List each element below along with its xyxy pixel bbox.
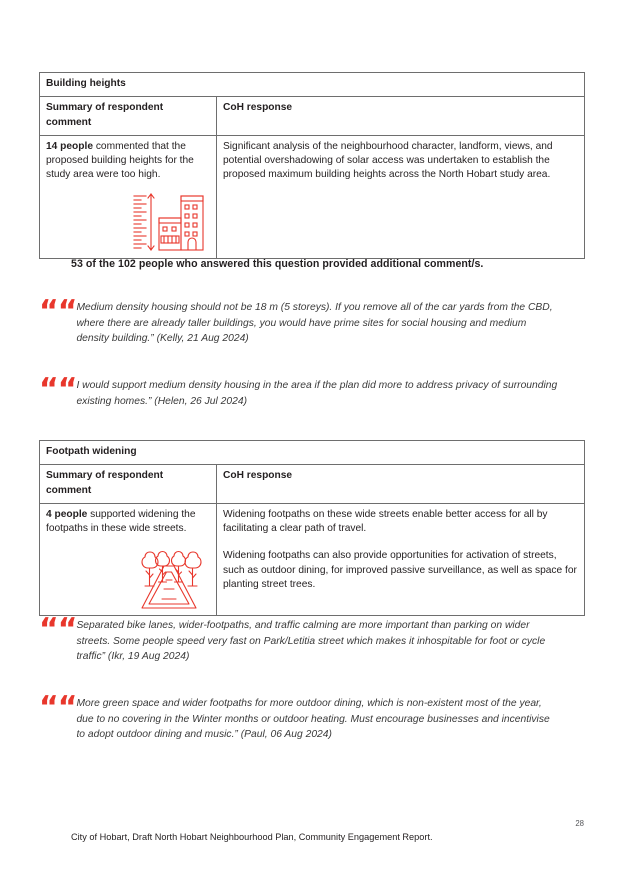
column-header-response: CoH response xyxy=(217,465,585,504)
quote-mark-icon: ““ xyxy=(39,294,77,329)
quote-mark-icon: ““ xyxy=(39,690,77,725)
quote-block xyxy=(39,372,579,409)
quote-block xyxy=(39,612,579,665)
footpath-widening-table xyxy=(39,440,585,616)
quote-block xyxy=(39,294,579,347)
summary-cell-building-heights xyxy=(40,135,217,258)
table-row xyxy=(40,97,585,136)
coh-response-cell-footpath-widening xyxy=(217,503,585,616)
quote-text: Medium density housing should not be 18 m (5 storeys). If you remove all of the car yards from the CBD, where there are already taller buildings, you would have prime sites for social housing and medium density building.” (Kelly, 21 Aug 2024) xyxy=(76,302,553,344)
table-row xyxy=(40,135,585,258)
footer-citation: City of Hobart, Draft North Hobart Neighbourhood Plan, Community Engagement Report. xyxy=(71,832,433,842)
building-heights-icon xyxy=(132,191,204,253)
table-row xyxy=(40,503,585,616)
quote-mark-icon: ““ xyxy=(39,612,77,647)
quote-text: I would support medium density housing in the area if the plan did more to address privacy of surrounding existing homes.” (Helen, 26 Jul 2024) xyxy=(76,380,558,407)
quote-text: More green space and wider footpaths for more outdoor dining, which is non-existent most of the year, due to no covering in the Winter months or outdoor heating. Must encourage businesses and incentivise to adopt outdoor dining and music.” (Paul, 06 Aug 2024) xyxy=(76,698,550,740)
quote-text: Separated bike lanes, wider-footpaths, and traffic calming are more important than parking on wider streets. Some people speed very fast on Park/Letitia street which makes it inhospitable for foot or cycle traffic” (Ikr, 19 Aug 2024) xyxy=(76,620,546,662)
table-row xyxy=(40,465,585,504)
quote-block xyxy=(39,690,579,743)
summary-text: commented that the proposed building heights for the study area were too high. xyxy=(46,140,194,181)
respondent-count: 14 people xyxy=(46,140,93,152)
column-header-summary: Summary of respondent comment xyxy=(40,97,217,136)
summary-cell-footpath-widening xyxy=(40,503,217,616)
table-topic-heading: Footpath widening xyxy=(40,441,585,465)
table-row xyxy=(40,441,585,465)
response-paragraph: Significant analysis of the neighbourhood character, landform, views, and potential overshadowing of solar access was undertaken to establish the proposed maximum building heights across the North Hobart study area. xyxy=(223,140,553,181)
coh-response-cell-building-heights xyxy=(217,135,585,258)
summary-text: supported widening the footpaths in these wide streets. xyxy=(46,508,196,535)
street-trees-icon xyxy=(134,544,204,610)
column-header-response: CoH response xyxy=(217,97,585,136)
respondent-count: 4 people xyxy=(46,508,88,520)
street-trees-icon-wrapper xyxy=(46,544,210,610)
additional-comments-lead-line: 53 of the 102 people who answered this question provided additional comment/s. xyxy=(71,258,484,270)
table-row xyxy=(40,73,585,97)
building-heights-icon-wrapper xyxy=(46,191,210,253)
response-paragraph: Widening footpaths on these wide streets enable better access for all by facilitating a clear path of travel. xyxy=(223,508,548,535)
page-number: 28 xyxy=(575,819,584,828)
response-paragraph: Widening footpaths can also provide opportunities for activation of streets, such as outdoor dining, for improved passive surveillance, as well as space for planting street trees. xyxy=(223,550,577,591)
building-heights-table xyxy=(39,72,585,259)
table-topic-heading: Building heights xyxy=(40,73,585,97)
column-header-summary: Summary of respondent comment xyxy=(40,465,217,504)
quote-mark-icon: ““ xyxy=(39,372,77,407)
